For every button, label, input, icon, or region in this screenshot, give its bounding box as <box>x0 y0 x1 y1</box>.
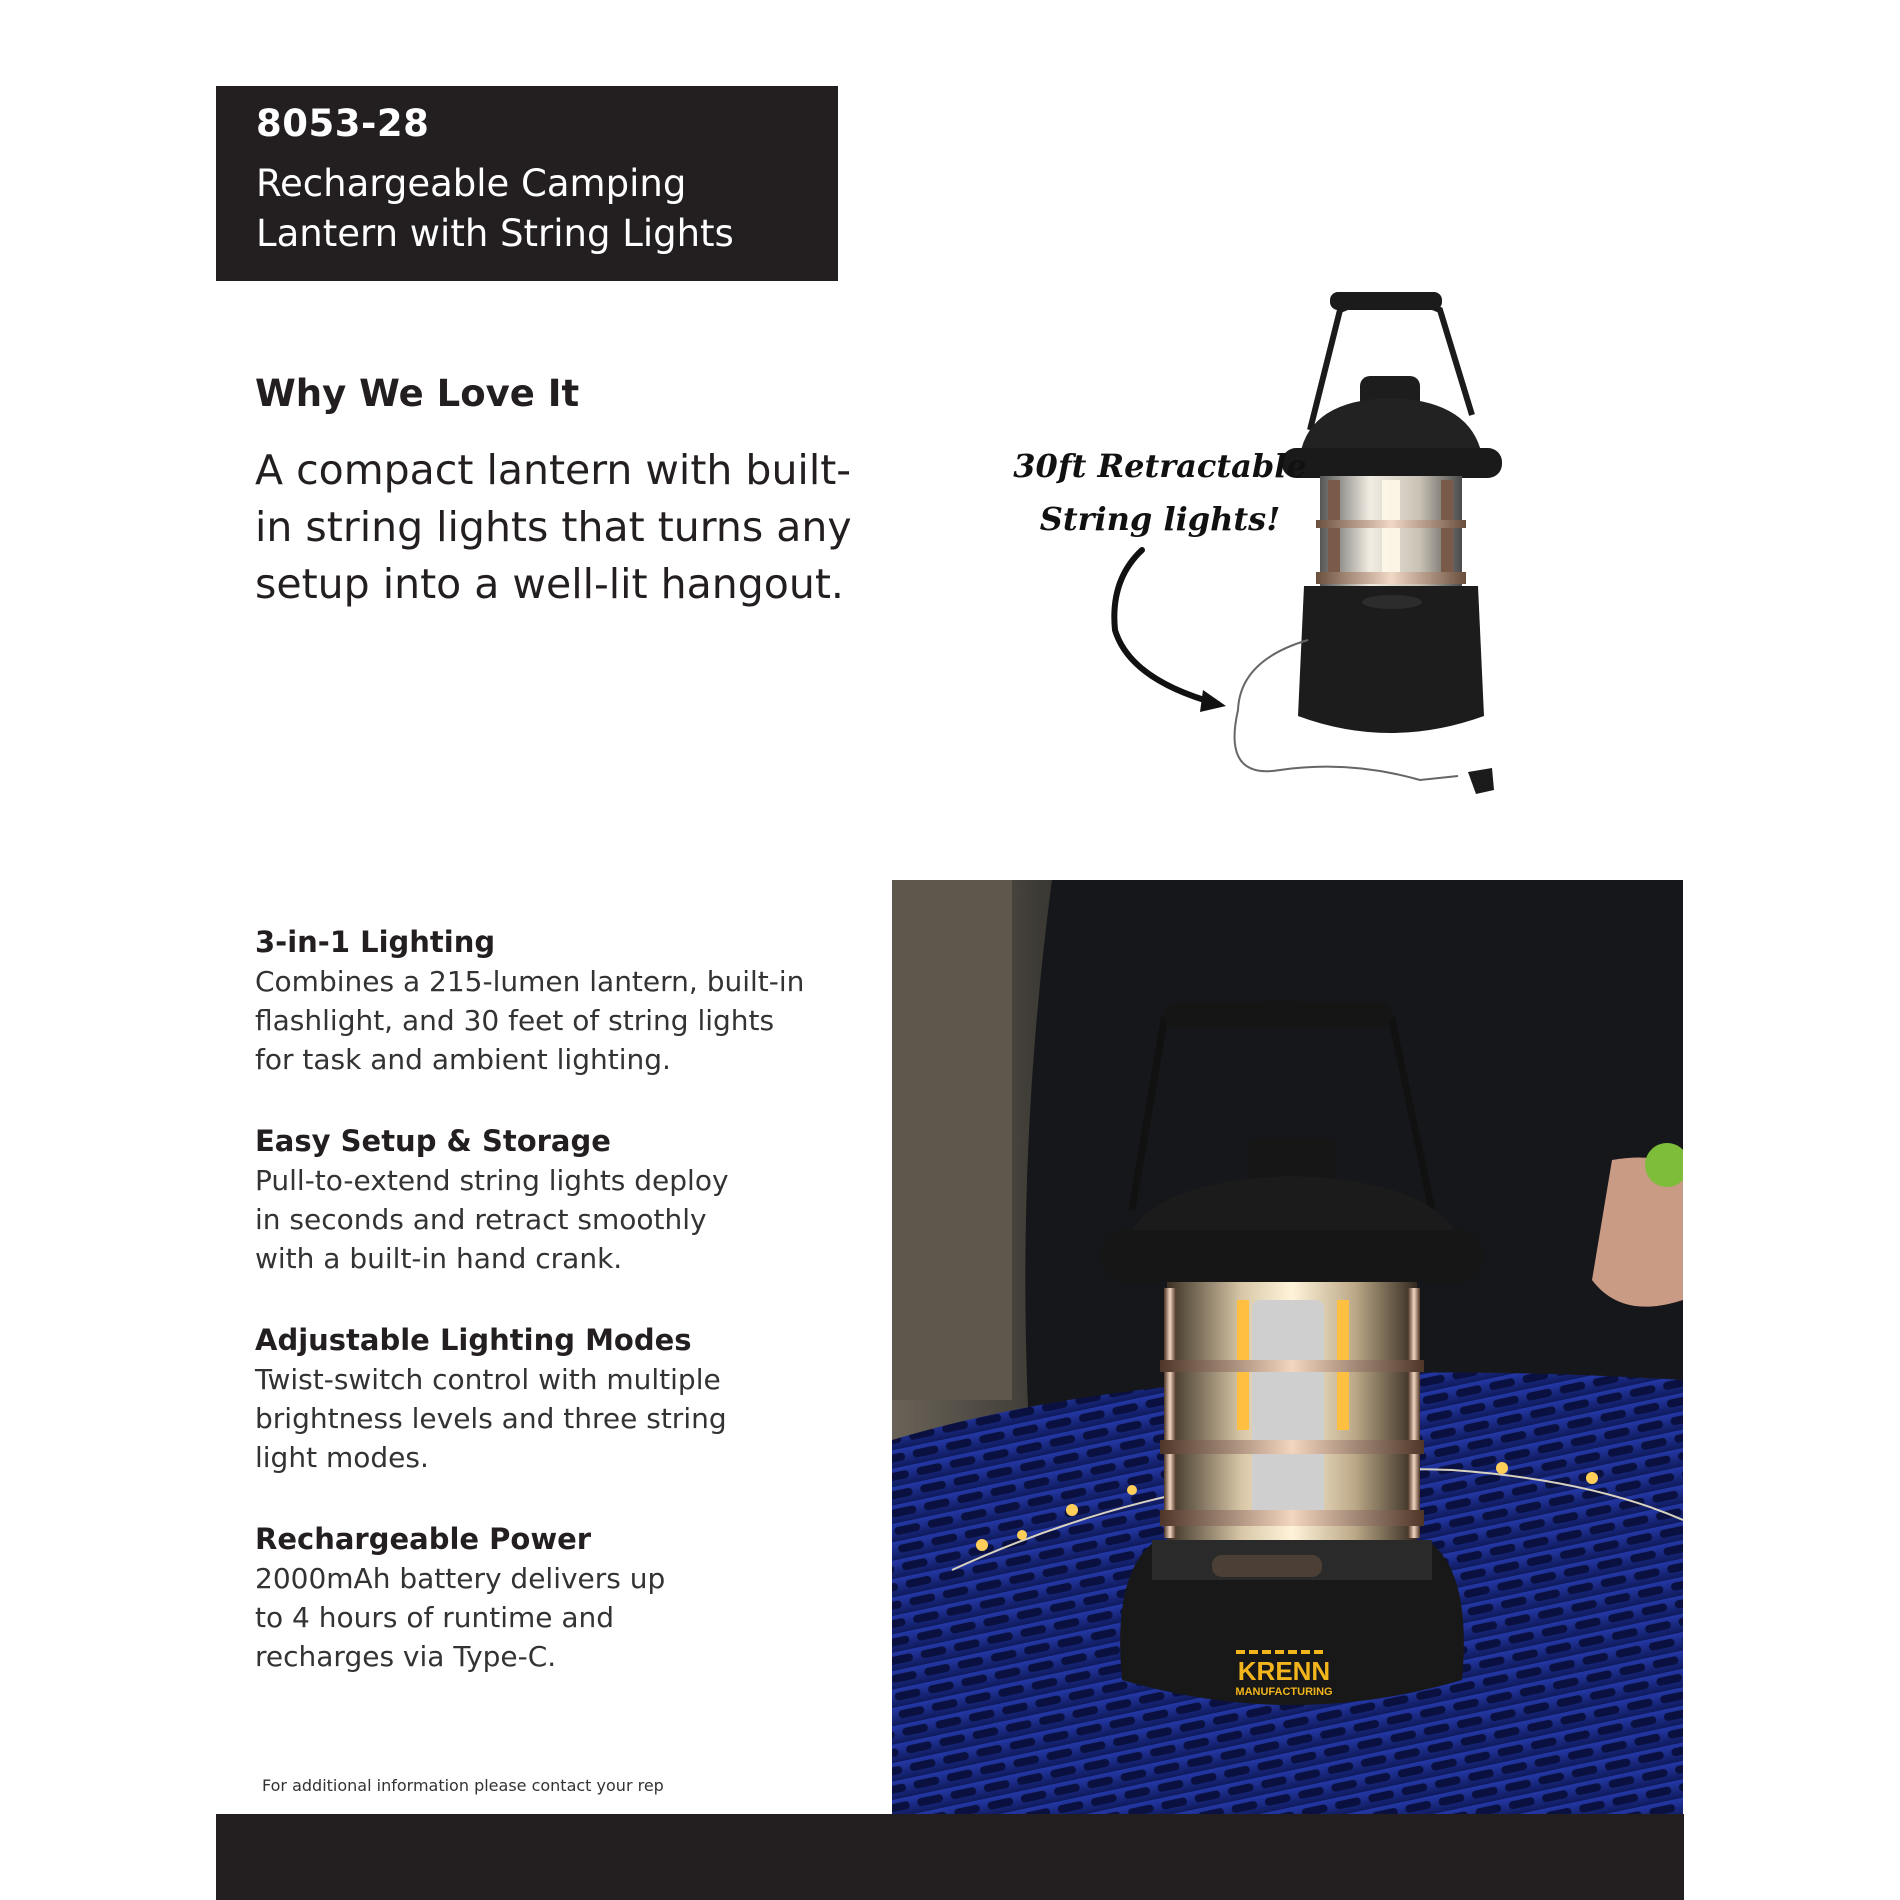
brand-logo-text: KRENN <box>1237 1656 1331 1686</box>
contact-footnote: For additional information please contact your rep <box>262 1776 664 1795</box>
feature-title: 3-in-1 Lighting <box>255 925 496 959</box>
feature-description: Twist-switch control with multiple brightness levels and three string light modes. <box>255 1363 727 1474</box>
why-heading: Why We Love It <box>255 372 580 415</box>
title-box <box>216 86 838 281</box>
brand-logo-subtext: MANUFACTURING <box>1235 1686 1333 1698</box>
product-sku: 8053-28 <box>256 102 430 145</box>
string-lights-callout: 30ft Retractable String lights! <box>1013 447 1307 538</box>
lantern-product-image <box>990 280 1550 820</box>
footer-bar <box>216 1814 1684 1900</box>
product-name: Rechargeable Camping Lantern with String Lights <box>256 162 734 255</box>
feature-description: Pull-to-extend string lights deploy in seconds and retract smoothly with a built-in hand crank. <box>255 1164 729 1275</box>
feature-item <box>255 1121 815 1278</box>
feature-description: 2000mAh battery delivers up to 4 hours of runtime and recharges via Type-C. <box>255 1562 666 1673</box>
feature-item <box>255 922 815 1079</box>
feature-item <box>255 1320 815 1477</box>
why-text: A compact lantern with built- in string lights that turns any setup into a well-lit hangout. <box>255 446 852 608</box>
feature-title: Adjustable Lighting Modes <box>255 1323 692 1357</box>
lifestyle-photo <box>892 880 1683 1814</box>
feature-list <box>255 922 815 1718</box>
feature-description: Combines a 215-lumen lantern, built-in flashlight, and 30 feet of string lights for task and ambient lighting. <box>255 965 805 1076</box>
feature-title: Rechargeable Power <box>255 1522 592 1556</box>
feature-item <box>255 1519 815 1676</box>
feature-title: Easy Setup & Storage <box>255 1124 611 1158</box>
